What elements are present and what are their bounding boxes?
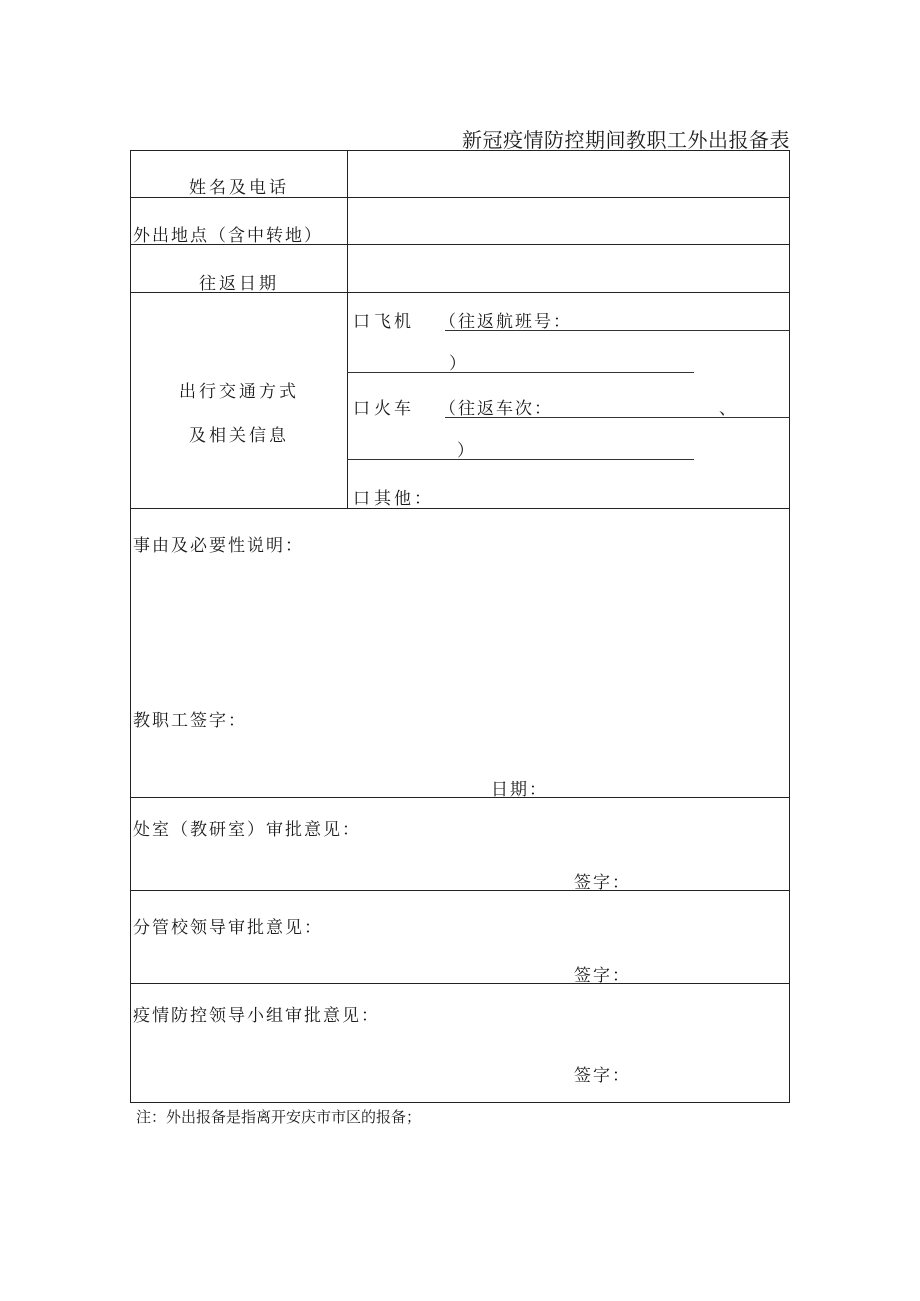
date-label: 日期： [491, 780, 548, 800]
dates-label: 往返日期 [199, 274, 279, 294]
train-detail-label: （往返车次： [439, 399, 553, 419]
reason-label: 事由及必要性说明： [133, 536, 304, 556]
plane-checkbox[interactable]: 口 [353, 312, 370, 332]
plane-close-paren: ） [449, 354, 469, 374]
train-close-paren: ） [457, 441, 477, 461]
plane-underline-1[interactable] [445, 330, 789, 331]
plane-underline-2[interactable] [347, 372, 694, 373]
other-label: 其他： [374, 489, 434, 509]
transport-label-line1: 出行交通方式 [179, 382, 299, 402]
transport-label-line2: 及相关信息 [189, 426, 289, 446]
train-separator: 、 [719, 399, 739, 419]
name-phone-field[interactable] [351, 153, 787, 195]
plane-label: 飞机 [374, 312, 414, 332]
plane-option[interactable] [353, 307, 414, 332]
leader-signature-label: 签字： [574, 966, 631, 986]
train-underline-1[interactable] [445, 417, 789, 418]
train-label: 火车 [374, 399, 414, 419]
train-underline-2[interactable] [347, 459, 694, 460]
leader-approval-label: 分管校领导审批意见： [133, 918, 323, 938]
dept-signature-label: 签字： [574, 873, 631, 893]
name-phone-label: 姓名及电话 [189, 178, 289, 198]
staff-signature-label: 教职工签字： [133, 711, 247, 731]
plane-detail-label: （往返航班号： [439, 312, 572, 332]
registration-table [130, 150, 790, 1103]
other-checkbox[interactable]: 口 [353, 489, 370, 509]
group-signature-label: 签字： [574, 1066, 631, 1086]
train-option[interactable] [353, 394, 414, 419]
dept-approval-label: 处室（教研室）审批意见： [133, 820, 361, 840]
column-divider [347, 151, 348, 508]
footnote: 注：外出报备是指离开安庆市市区的报备； [136, 1108, 422, 1126]
row-divider [131, 797, 789, 798]
destination-field[interactable] [351, 200, 787, 242]
group-approval-label: 疫情防控领导小组审批意见： [133, 1006, 380, 1026]
row-divider [131, 983, 789, 984]
reason-field[interactable] [133, 555, 787, 695]
form-title: 新冠疫情防控期间教职工外出报备表 [462, 128, 790, 152]
dates-field[interactable] [351, 247, 787, 289]
destination-label: 外出地点（含中转地） [133, 226, 323, 246]
row-divider [131, 890, 789, 891]
other-option[interactable] [353, 484, 434, 509]
row-divider [131, 508, 789, 509]
train-checkbox[interactable]: 口 [353, 399, 370, 419]
